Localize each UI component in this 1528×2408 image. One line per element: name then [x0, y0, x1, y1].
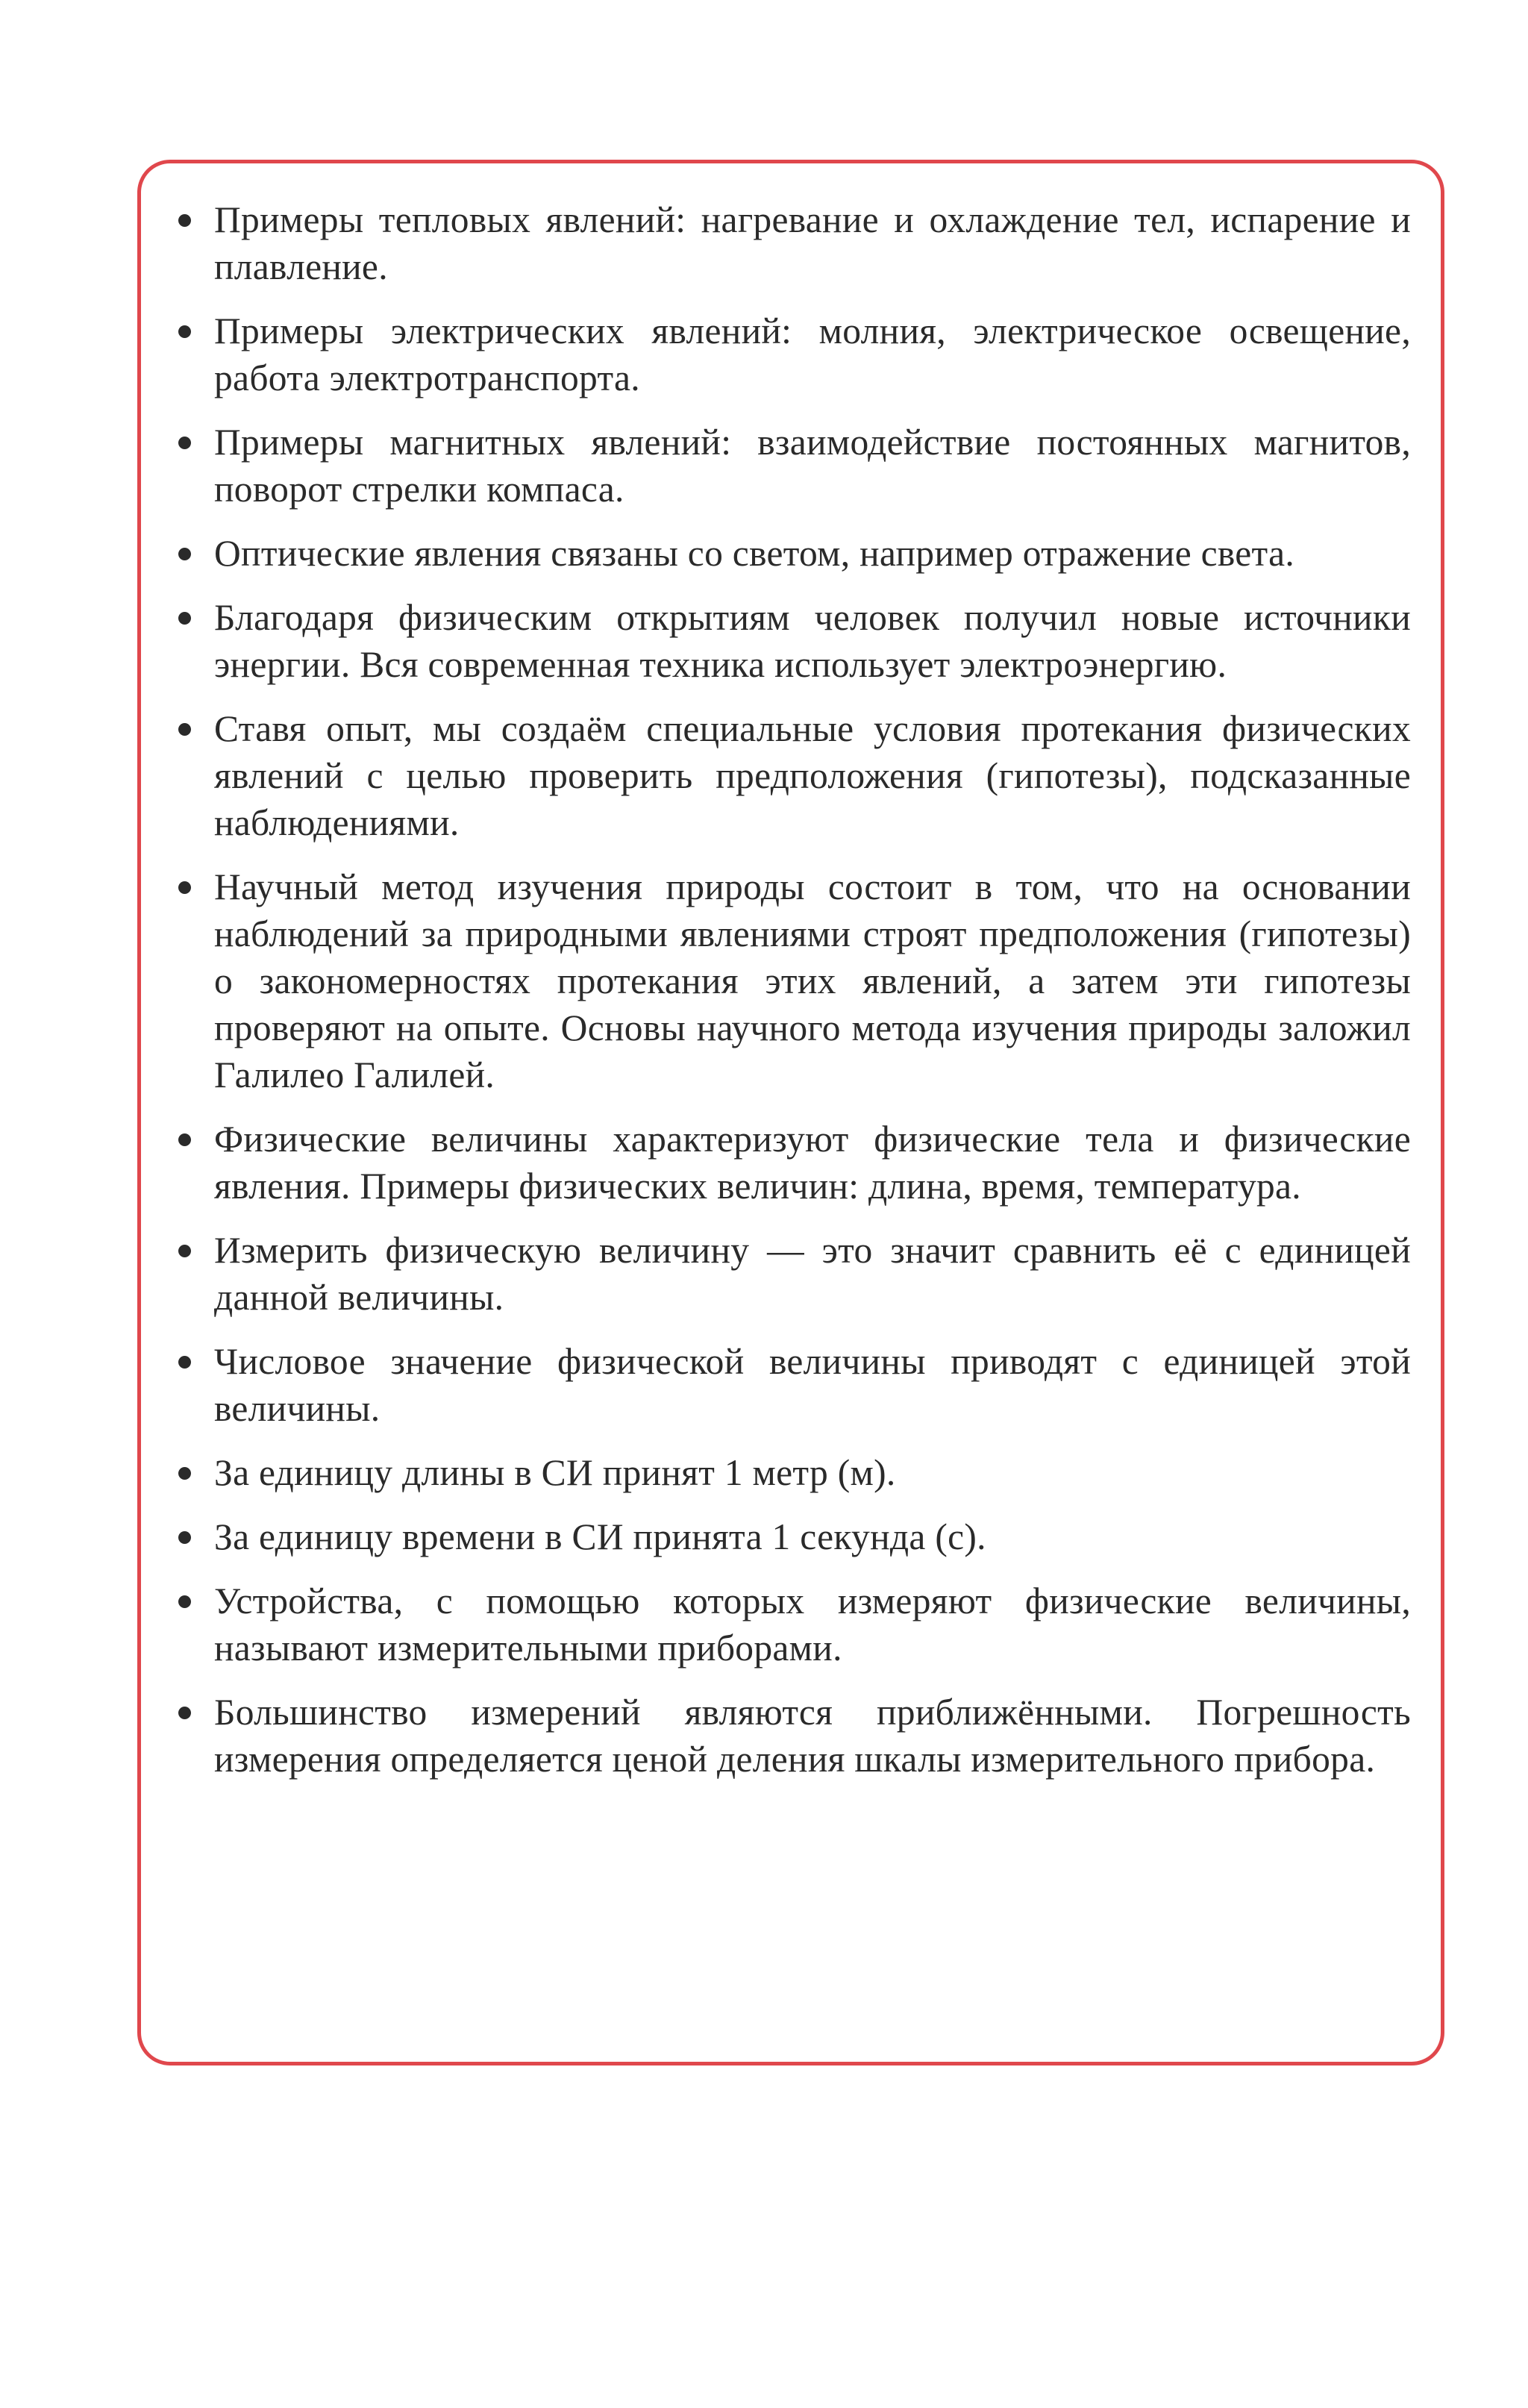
list-item-text: Оптические явления связаны со светом, например отражение света.: [214, 533, 1295, 574]
bullet-icon: [178, 214, 191, 227]
list-item-text: За единицу длины в СИ принят 1 метр (м).: [214, 1452, 896, 1493]
bullet-icon: [178, 1133, 191, 1146]
bullet-icon: [178, 612, 191, 625]
bullet-icon: [178, 881, 191, 894]
list-item-text: Устройства, с помощью которых измеряют физические величины, называют измерительными приборами.: [214, 1580, 1411, 1669]
list-item-text: Примеры магнитных явлений: взаимодействие постоянных магнитов, поворот стрелки компаса.: [214, 422, 1411, 510]
list-item: [174, 1689, 1411, 1783]
list-item-text: Благодаря физическим открытиям человек получил новые источники энергии. Вся современная техника использует электроэнергию.: [214, 597, 1411, 685]
bullet-icon: [178, 325, 191, 338]
bullet-icon: [178, 723, 191, 736]
list-item: [174, 1449, 1411, 1496]
bullet-icon: [178, 1356, 191, 1369]
list-item-text: Ставя опыт, мы создаём специальные условия протекания физических явлений с целью проверить предположения (гипотезы), подсказанные наблюдениями.: [214, 708, 1411, 843]
list-item: [174, 1116, 1411, 1210]
bullet-icon: [178, 437, 191, 449]
list-item: [174, 1577, 1411, 1671]
list-item: [174, 594, 1411, 688]
list-item: [174, 196, 1411, 290]
list-item: [174, 863, 1411, 1098]
list-item: [174, 419, 1411, 513]
summary-list: [174, 196, 1411, 1783]
bullet-icon: [178, 548, 191, 560]
summary-box: [137, 160, 1444, 2065]
list-item-text: Примеры тепловых явлений: нагревание и охлаждение тел, испарение и плавление.: [214, 199, 1411, 287]
list-item-text: Физические величины характеризуют физические тела и физические явления. Примеры физических величин: длина, время, температура.: [214, 1119, 1411, 1207]
list-item-text: Примеры электрических явлений: молния, электрическое освещение, работа электротранспорта.: [214, 310, 1411, 398]
bullet-icon: [178, 1595, 191, 1608]
list-item-text: Числовое значение физической величины приводят с единицей этой величины.: [214, 1341, 1411, 1429]
list-item: [174, 307, 1411, 401]
list-item: [174, 1513, 1411, 1560]
list-item-text: Большинство измерений являются приближёнными. Погрешность измерения определяется ценой деления шкалы измерительного прибора.: [214, 1692, 1411, 1780]
list-item: [174, 705, 1411, 846]
list-item: [174, 530, 1411, 577]
bullet-icon: [178, 1467, 191, 1480]
bullet-icon: [178, 1707, 191, 1719]
list-item-text: Научный метод изучения природы состоит в том, что на основании наблюдений за природными явлениями строят предположения (гипотезы) о закономерностях протекания этих явлений, а затем эти гипотезы проверяют на опыте. Основы научного метода изучения природы заложил Галилео Галилей.: [214, 866, 1411, 1095]
bullet-icon: [178, 1245, 191, 1257]
list-item-text: Измерить физическую величину — это значит сравнить её с единицей данной величины.: [214, 1230, 1411, 1318]
bullet-icon: [178, 1531, 191, 1544]
list-item-text: За единицу времени в СИ принята 1 секунда (с).: [214, 1516, 986, 1557]
list-item: [174, 1338, 1411, 1432]
list-item: [174, 1227, 1411, 1321]
